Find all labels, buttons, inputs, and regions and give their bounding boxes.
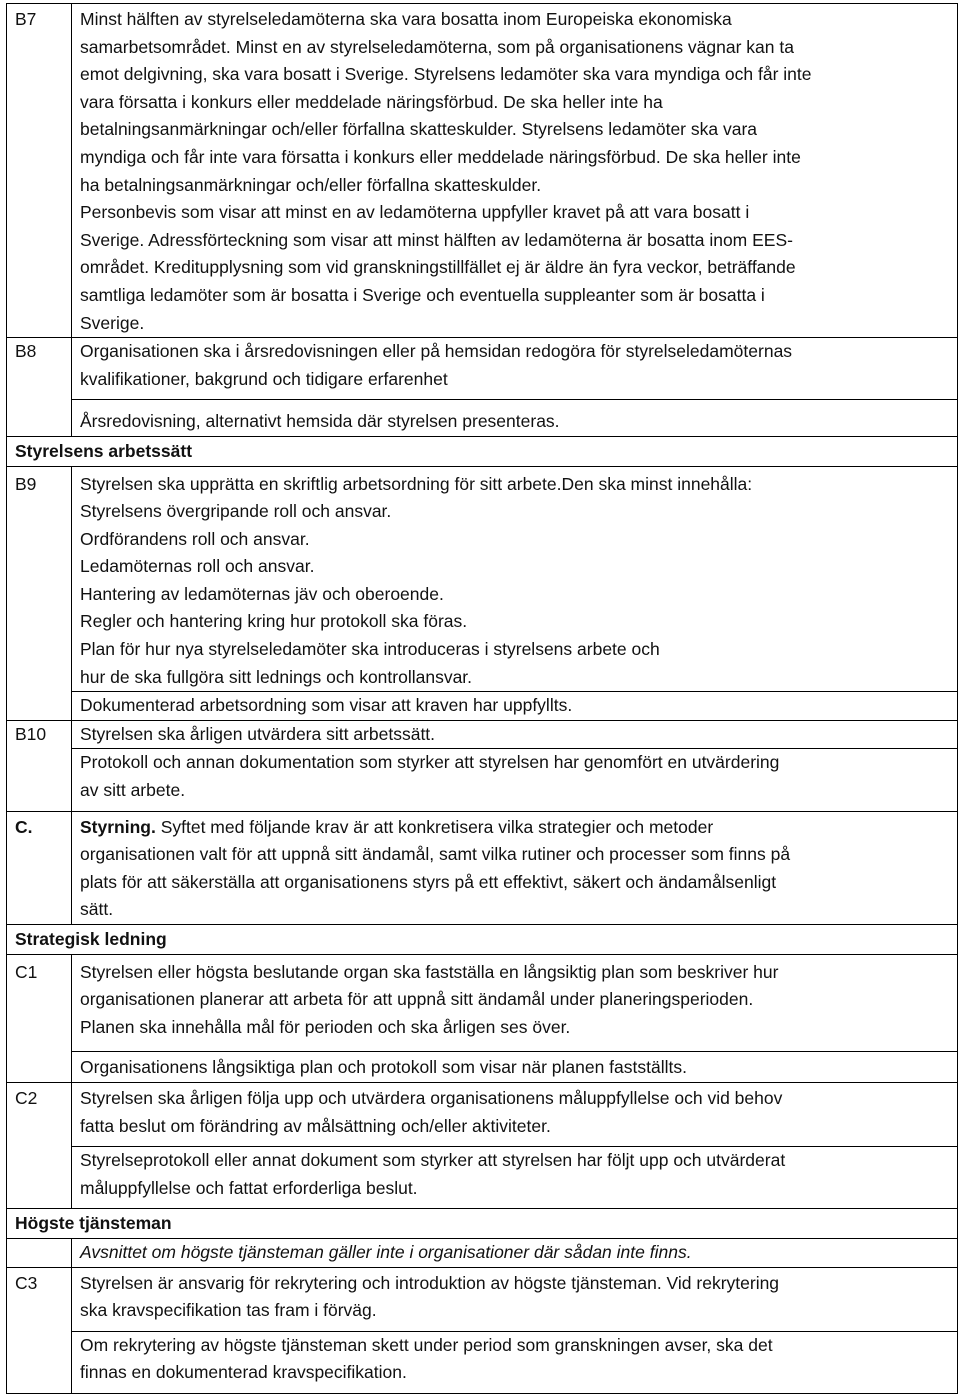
requirement-code: B9 (7, 466, 72, 720)
evidence-text (72, 400, 958, 437)
table-row (7, 4, 958, 338)
text-line: ha betalningsanmärkningar och/eller förfallna skatteskulder. (80, 174, 542, 195)
text-line: kvalifikationer, bakgrund och tidigare erfarenhet (80, 368, 448, 389)
table-row (7, 1147, 958, 1209)
table-row (7, 400, 958, 437)
text-line: Protokoll och annan dokumentation som styrker att styrelsen har genomfört en utvärdering (80, 752, 780, 773)
text-line: Organisationens långsiktiga plan och protokoll som visar när planen fastställts. (80, 1057, 687, 1078)
text-line: Regler och hantering kring hur protokoll ska föras. (80, 611, 468, 632)
table-row (7, 692, 958, 721)
requirement-text (72, 1082, 958, 1146)
empty-cell (7, 1238, 72, 1267)
table-row (7, 1238, 958, 1267)
text-line: Hantering av ledamöternas jäv och oberoende. (80, 583, 444, 604)
table-row (7, 1052, 958, 1083)
section-heading: Högste tjänsteman (7, 1209, 958, 1239)
text-line: samtliga ledamöter som är bosatta i Sverige och eventuella suppleanter som är bosatta i (80, 284, 765, 305)
text-line: Om rekrytering av högste tjänsteman skett under period som granskningen avser, ska det (80, 1334, 773, 1355)
requirement-code: B10 (7, 720, 72, 811)
evidence-text (72, 1147, 958, 1209)
table-row (7, 1082, 958, 1146)
text-line: Avsnittet om högste tjänsteman gäller inte i organisationer där sådan inte finns. (80, 1241, 692, 1262)
text-line: emot delgivning, ska vara bosatt i Sverige. Styrelsens ledamöter ska vara myndiga och får inte (80, 64, 812, 85)
requirement-code: C3 (7, 1267, 72, 1393)
table-row (7, 338, 958, 400)
text-line: Dokumenterad arbetsordning som visar att kraven har uppfyllts. (80, 695, 573, 716)
text-line: Styrelsen ska årligen utvärdera sitt arbetssätt. (80, 723, 436, 744)
text-line: samarbetsområdet. Minst en av styrelseledamöterna, som på organisationens vägnar kan ta (80, 36, 794, 57)
evidence-text (72, 1052, 958, 1083)
text-line: Sverige. (80, 312, 145, 333)
requirement-text (72, 338, 958, 400)
evidence-text (72, 1331, 958, 1393)
text-line: Årsredovisning, alternativt hemsida där styrelsen presenteras. (80, 411, 560, 432)
text-line: Planen ska innehålla mål för perioden och ska årligen ses över. (80, 1016, 571, 1037)
text-line: Styrelseprotokoll eller annat dokument som styrker att styrelsen har följt upp och utvärderat (80, 1150, 786, 1171)
text-line: Styrelsen är ansvarig för rekrytering och introduktion av högste tjänsteman. Vid rekrytering (80, 1272, 780, 1293)
table-row (7, 1331, 958, 1393)
section-heading-row (7, 925, 958, 955)
text-line: av sitt arbete. (80, 780, 186, 801)
requirement-text (72, 1267, 958, 1331)
text-line: Styrelsens övergripande roll och ansvar. (80, 501, 392, 522)
text-line: hur de ska fullgöra sitt lednings och kontrollansvar. (80, 666, 473, 687)
text-line: ska kravspecifikation tas fram i förväg. (80, 1300, 377, 1321)
evidence-text (72, 749, 958, 811)
evidence-text (72, 692, 958, 721)
text-line: vara försatta i konkurs eller meddelade näringsförbud. De ska heller inte ha (80, 91, 663, 112)
table-row (7, 811, 958, 924)
requirement-text (72, 720, 958, 749)
text-line: Minst hälften av styrelseledamöterna ska vara bosatta inom Europeiska ekonomiska (80, 9, 732, 29)
text-line: Ledamöternas roll och ansvar. (80, 556, 315, 577)
requirement-text (72, 466, 958, 692)
text-line: Sverige. Adressförteckning som visar att minst hälften av ledamöterna är bosatta inom EES- (80, 229, 793, 250)
requirement-text (72, 954, 958, 1052)
text-line: organisationen valt för att uppnå sitt ändamål, samt vilka rutiner och processer som finns på (80, 844, 791, 865)
section-code: C. (7, 811, 72, 924)
text-line: måluppfyllelse och fattat erforderliga beslut. (80, 1177, 418, 1198)
text-line: fatta beslut om förändring av målsättning och/eller aktiviteter. (80, 1115, 551, 1136)
table-row (7, 466, 958, 692)
table-row (7, 954, 958, 1052)
text-line (80, 814, 949, 842)
text-line: finnas en dokumenterad kravspecifikation. (80, 1362, 407, 1383)
section-heading-row (7, 1209, 958, 1239)
requirement-code: B7 (7, 4, 72, 338)
text-line: Personbevis som visar att minst en av ledamöterna uppfyller kravet på att vara bosatt i (80, 202, 750, 223)
text-line: Styrelsen ska upprätta en skriftlig arbetsordning för sitt arbete.Den ska minst innehålla: (80, 473, 753, 494)
requirement-code: C2 (7, 1082, 72, 1208)
table-row (7, 720, 958, 749)
text-line: organisationen planerar att arbeta för att uppnå sitt ändamål under planeringsperioden. (80, 989, 754, 1010)
text-line: betalningsanmärkningar och/eller förfallna skatteskulder. Styrelsens ledamöter ska vara (80, 119, 758, 140)
section-note (72, 1238, 958, 1267)
text-line: Plan för hur nya styrelseledamöter ska introduceras i styrelsens arbete och (80, 639, 660, 660)
text-line: plats för att säkerställa att organisationens styrs på ett effektivt, säkert och ändamålsenligt (80, 871, 777, 892)
text-line: området. Kreditupplysning som vid granskningstillfället ej är äldre än fyra veckor, beträffande (80, 257, 796, 278)
requirement-text (72, 4, 958, 338)
requirements-table (6, 3, 958, 1394)
text-fragment: Syftet med följande krav är att konkretisera vilka strategier och metoder (155, 816, 714, 837)
requirement-code: B8 (7, 338, 72, 437)
section-heading: Styrelsens arbetssätt (7, 436, 958, 466)
section-title: Styrning. (80, 816, 156, 837)
text-line: Styrelsen eller högsta beslutande organ ska fastställa en långsiktig plan som beskriver hur (80, 961, 779, 982)
text-line: Organisationen ska i årsredovisningen eller på hemsidan redogöra för styrelseledamöternas (80, 341, 793, 362)
text-line: Ordförandens roll och ansvar. (80, 528, 310, 549)
text-line: myndiga och får inte vara försatta i konkurs eller meddelade näringsförbud. De ska heller inte (80, 146, 801, 167)
text-line: sätt. (80, 899, 114, 920)
table-row (7, 749, 958, 811)
section-intro (72, 811, 958, 924)
section-heading-row (7, 436, 958, 466)
requirement-code: C1 (7, 954, 72, 1082)
text-line: Styrelsen ska årligen följa upp och utvärdera organisationens måluppfyllelse och vid behov (80, 1087, 783, 1108)
section-heading: Strategisk ledning (7, 925, 958, 955)
table-row (7, 1267, 958, 1331)
